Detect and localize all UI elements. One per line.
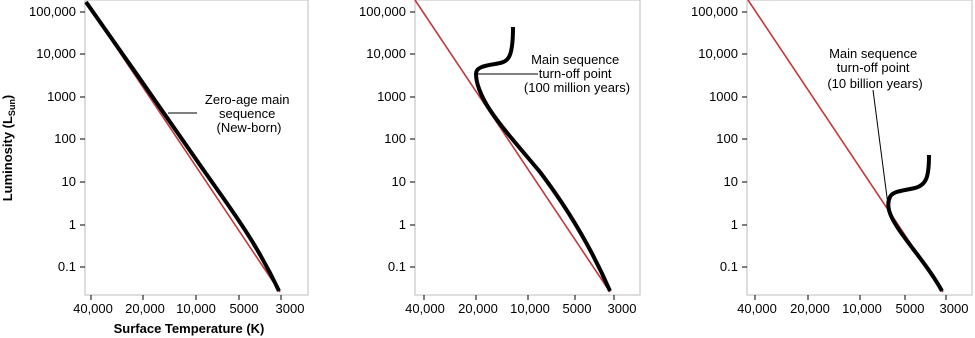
y-tick-label: 10,000: [366, 46, 406, 61]
x-tick-label: 40,000: [73, 301, 113, 316]
y-tick-label: 10: [61, 174, 76, 189]
y-tick-label: 1: [398, 217, 406, 232]
annotation-text: Zero-age main sequence (New-born): [204, 92, 290, 135]
y-axis-ticks: [29, 4, 85, 274]
y-tick-label: 0.1: [719, 259, 738, 274]
y-tick-label: 1000: [377, 89, 406, 104]
annotation-text: Main sequence turn-off point (10 billion years): [827, 46, 923, 91]
cluster-sequence-curve: [888, 155, 942, 291]
x-tick-label: 10,000: [176, 301, 216, 316]
x-tick-label: 20,000: [790, 301, 830, 316]
x-tick-label: 10,000: [510, 301, 550, 316]
x-axis-ticks: [405, 295, 636, 316]
annotation-text: Main sequence turn-off point (100 million years): [523, 52, 631, 95]
y-tick-label: 100,000: [691, 4, 738, 19]
y-axis-label: [0, 95, 17, 202]
y-tick-label: 1000: [709, 89, 738, 104]
y-tick-label: 100: [384, 131, 406, 146]
x-tick-label: 20,000: [458, 301, 498, 316]
x-axis-ticks: [73, 295, 304, 316]
y-tick-label: 1: [68, 217, 76, 232]
y-tick-label: 10,000: [698, 46, 738, 61]
panel-zero-age: [0, 0, 308, 336]
x-tick-label: 5000: [562, 301, 592, 316]
x-tick-label: 3000: [607, 301, 637, 316]
x-tick-label: 5000: [895, 301, 925, 316]
x-tick-label: 10,000: [842, 301, 882, 316]
x-tick-label: 3000: [939, 301, 969, 316]
y-tick-label: 100,000: [359, 4, 406, 19]
y-tick-label: 100: [54, 131, 76, 146]
panel-10-billion: [691, 0, 972, 316]
y-tick-label: 100,000: [29, 4, 76, 19]
y-axis-ticks: [359, 4, 415, 274]
plot-frame: [85, 0, 308, 295]
y-axis-label-sub: Sun: [7, 99, 17, 117]
y-axis-ticks: [691, 4, 747, 274]
y-tick-label: 10: [723, 174, 738, 189]
y-tick-label: 10: [391, 174, 406, 189]
annotation-leader: [873, 90, 888, 205]
y-tick-label: 1000: [47, 89, 76, 104]
y-tick-label: 10,000: [36, 46, 76, 61]
x-tick-label: 20,000: [125, 301, 165, 316]
x-tick-label: 3000: [275, 301, 305, 316]
panel-100-million: [359, 0, 640, 316]
y-axis-label-close: ): [0, 94, 15, 100]
y-tick-label: 0.1: [387, 259, 406, 274]
y-tick-label: 100: [716, 131, 738, 146]
x-axis-label: Surface Temperature (K): [113, 321, 265, 336]
x-tick-label: 40,000: [405, 301, 445, 316]
x-axis-ticks: [737, 295, 968, 316]
plot-frame: [415, 0, 640, 295]
y-tick-label: 1: [730, 217, 738, 232]
x-tick-label: 40,000: [737, 301, 777, 316]
y-axis-label-main: Luminosity (L: [0, 116, 15, 202]
plot-frame: [747, 0, 972, 295]
x-tick-label: 5000: [229, 301, 259, 316]
y-tick-label: 0.1: [57, 259, 76, 274]
